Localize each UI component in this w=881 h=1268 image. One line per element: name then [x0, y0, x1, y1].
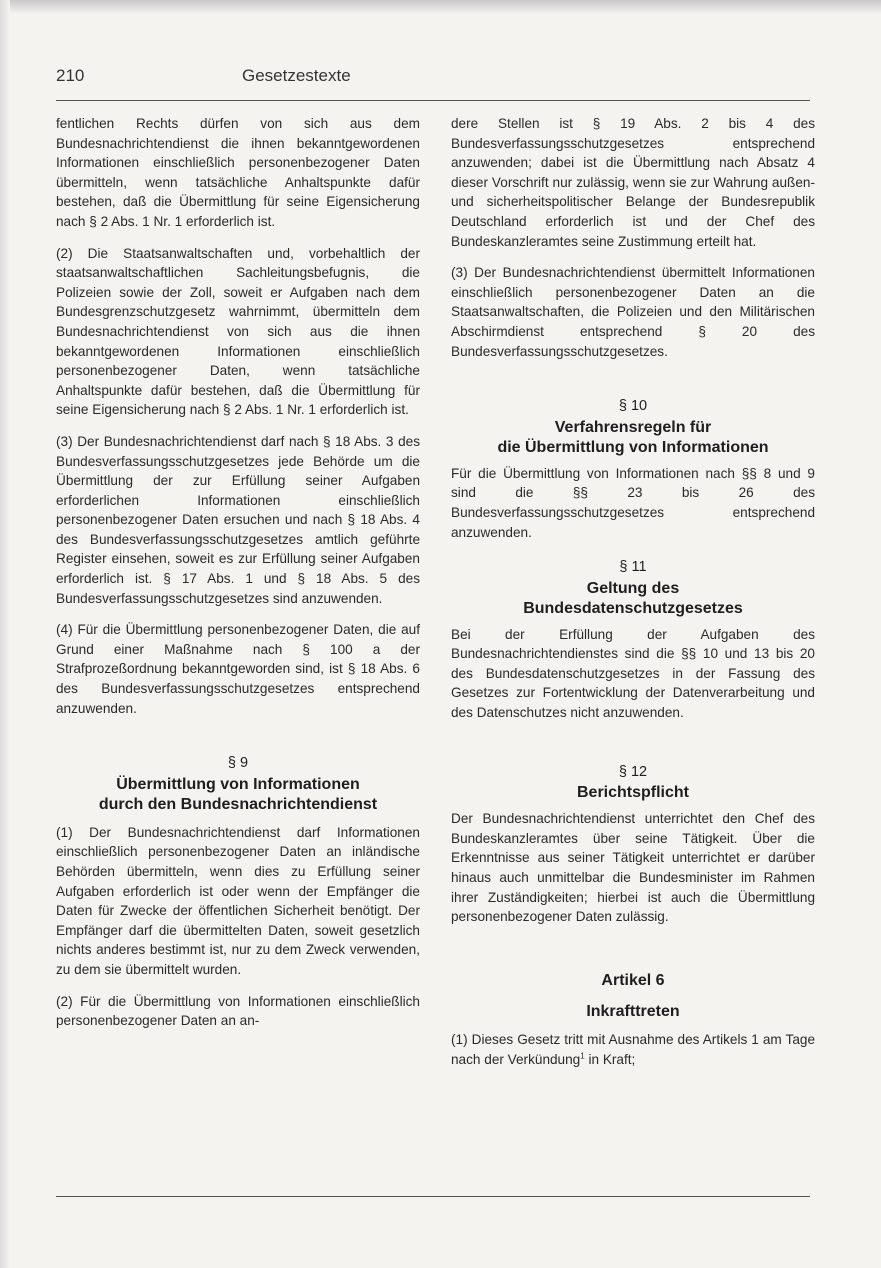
article-subtitle: Inkrafttreten	[586, 1003, 680, 1021]
section-title: die Übermittlung von Informationen	[497, 438, 769, 456]
paragraph: (2) Für die Übermittlung von Informationen einschließlich personenbezogener Daten an an-	[56, 993, 420, 1029]
paragraph: fentlichen Rechts dürfen von sich aus dem Bundesnachrichtendienst die ihnen bekanntgewordenen Informationen einschließlich personenbezogener Daten übermitteln, wenn tatsächliche Anhaltspunkte dafür bestehen, daß die Übermittlung für seine Eigensicherung nach § 2 Abs. 1 Nr. 1 erforderlich ist.	[56, 116, 420, 229]
header-rule	[56, 100, 810, 101]
section-title: Bundesdatenschutzgesetzes	[523, 599, 743, 617]
section-title: durch den Bundesnachrichtendienst	[98, 795, 378, 813]
section-heading-12	[451, 763, 815, 804]
paragraph: Für die Übermittlung von Informationen nach §§ 8 und 9 sind die §§ 23 bis 26 des Bundesverfassungsschutzgesetzes entsprechend anzuwenden.	[451, 465, 815, 540]
paragraph-text: in Kraft;	[584, 1051, 636, 1067]
section-heading-9	[56, 754, 420, 815]
section-title: Übermittlung von Informationen	[116, 775, 360, 793]
paragraph-text: (1) Dieses Gesetz tritt mit Ausnahme des Artikels 1 am Tage nach der Verkündung	[451, 1032, 815, 1067]
scan-top-edge	[0, 0, 881, 14]
paragraph: Bei der Erfüllung der Aufgaben des Bundesnachrichtendienstes sind die §§ 10 und 13 bis 20 des Bundesdatenschutzgesetzes in der Fassung des Gesetzes zur Fortentwicklung der Datenverarbeitung und des Datenschutzes nicht anzuwenden.	[451, 626, 815, 721]
section-title: Verfahrensregeln für	[554, 418, 712, 436]
right-column	[451, 114, 815, 1081]
paragraph	[451, 1030, 815, 1069]
footnote-marker: 1	[580, 1051, 585, 1061]
article-title: Artikel 6	[601, 971, 665, 989]
page-number: 210	[56, 66, 85, 85]
section-number: § 10	[618, 398, 648, 415]
section-title: Geltung des	[586, 579, 680, 597]
running-title: Gesetzestexte	[242, 66, 351, 85]
paragraph: (1) Der Bundesnachrichtendienst darf Informationen einschließlich personenbezogener Daten an inländische Behörden übermitteln, wenn dies zu Erfüllung seiner Aufgaben erforderlich ist oder wenn der Empfänger die Daten für Zwecke der öffentlichen Sicherheit benötigt. Der Empfänger darf die übermittelten Daten, soweit gesetzlich nichts anderes bestimmt ist, nur zu dem Zweck verwenden, zu dem sie übermittelt wurden.	[56, 824, 420, 977]
section-number: § 9	[227, 755, 249, 772]
section-number: § 11	[619, 559, 647, 576]
section-heading-10	[451, 397, 815, 458]
paragraph: (4) Für die Übermittlung personenbezogener Daten, die auf Grund einer Maßnahme nach § 100 a der Strafprozeßordnung bekanntgeworden sind, ist § 18 Abs. 6 des Bundesverfassungsschutzgesetzes entsprechend anzuwenden.	[56, 622, 420, 716]
paragraph: (2) Die Staatsanwaltschaften und, vorbehaltlich der staatsanwaltschaftlichen Sachleitungsbefugnis, die Polizeien sowie der Zoll, soweit er Aufgaben nach dem Bundesgrenzschutzgesetz wahrnimmt, übermitteln dem Bundesnachrichtendienst von sich aus die ihnen bekanntgewordenen Informationen einschließlich personenbezogener Daten, wenn tatsächliche Anhaltspunkte dafür bestehen, daß die Übermittlung für seine Eigensicherung nach § 2 Abs. 1 Nr. 1 erforderlich ist.	[56, 245, 420, 418]
paragraph: (3) Der Bundesnachrichtendienst darf nach § 18 Abs. 3 des Bundesverfassungsschutzgesetzes jede Behörde um die Übermittlung der zur Erfüllung seiner Aufgaben erforderlichen Informationen einschließlich personenbezogener Daten ersuchen und nach § 18 Abs. 4 des Bundesverfassungsschutzgesetzes amtlich geführte Register einsehen, soweit es zur Erfüllung seiner Aufgaben erforderlich ist. § 17 Abs. 1 und § 18 Abs. 5 des Bundesverfassungsschutzgesetzes sind anzuwenden.	[56, 433, 420, 606]
section-number: § 12	[618, 763, 648, 780]
paragraph: dere Stellen ist § 19 Abs. 2 bis 4 des Bundesverfassungsschutzgesetzes entsprechend anzuwenden; dabei ist die Übermittlung nach Absatz 4 dieser Vorschrift nur zulässig, wenn sie zur Wahrung außen- und sicherheitspolitischer Belange der Bundesrepublik Deutschland erforderlich ist und der Chef des Bundeskanzleramtes seine Zustimmung erteilt hat.	[451, 116, 815, 249]
paragraph: Der Bundesnachrichtendienst unterrichtet den Chef des Bundeskanzleramtes über seine Tätigkeit. Über die Erkenntnisse aus seiner Tätigkeit unterrichtet er darüber hinaus auch unmittelbar die Bundesminister im Rahmen ihrer Zuständigkeiten; hierbei ist auch die Übermittlung personenbezogener Daten zulässig.	[451, 811, 815, 925]
paragraph: (3) Der Bundesnachrichtendienst übermittelt Informationen einschließlich personenbezogener Daten an die Staatsanwaltschaften, die Polizeien und den Militärischen Abschirmdienst entsprechend § 20 des Bundesverfassungsschutzgesetzes.	[451, 265, 815, 359]
scan-left-edge	[0, 0, 10, 1268]
section-title: Berichtspflicht	[576, 784, 689, 802]
footer-rule	[56, 1196, 810, 1197]
left-column	[56, 114, 420, 1043]
section-heading-11	[451, 558, 815, 619]
